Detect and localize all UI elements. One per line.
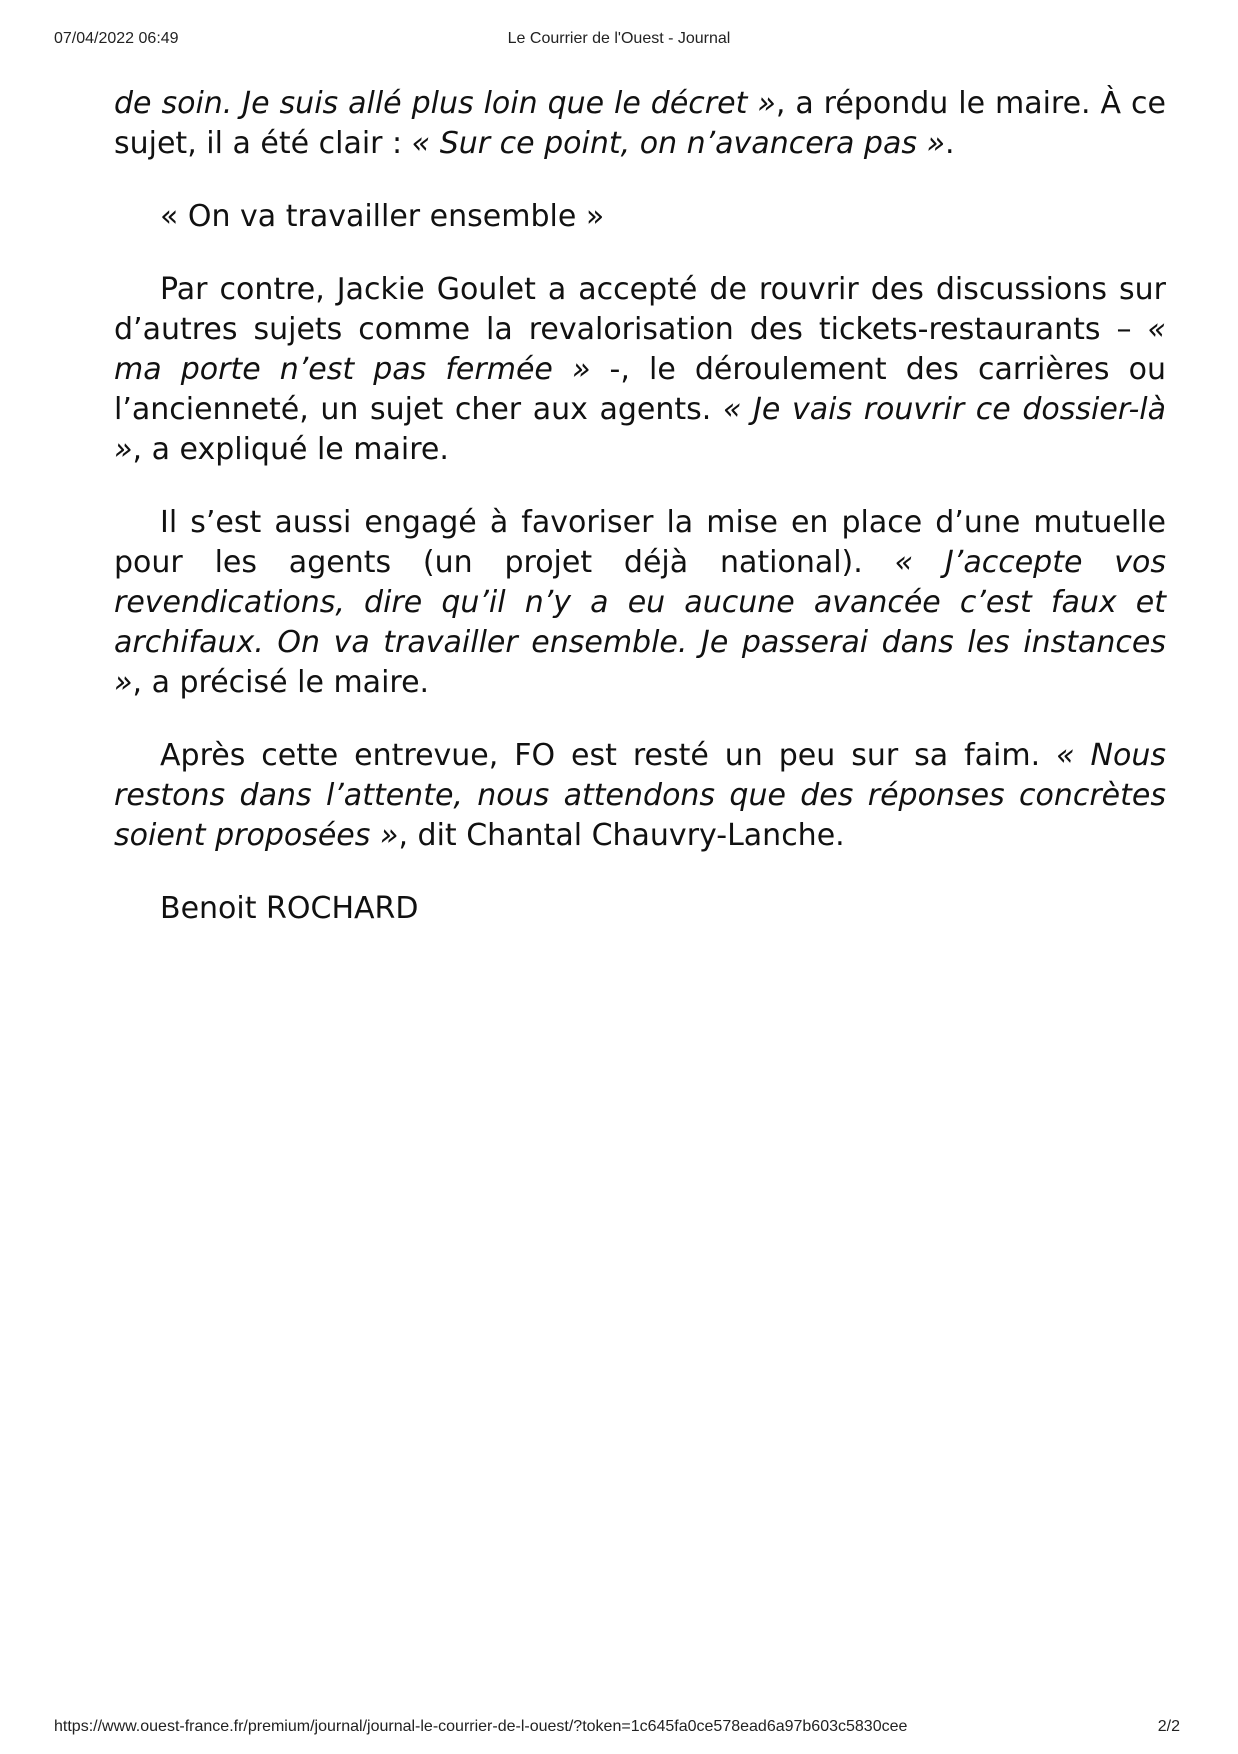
page-number: 2/2 [1157, 1718, 1180, 1735]
quote: « J’accepte vos revendications, dire qu’il n’y a eu aucune avancée c’est faux et archifaux. On va travailler ensemble. Je passerai dans les instances » [114, 545, 1166, 700]
paragraph-text: . [945, 126, 955, 161]
paragraph-text: Après cette entrevue, FO est resté un peu sur sa faim. [160, 738, 1057, 773]
quote: « ma porte n’est pas fermée » [114, 312, 1166, 387]
article-paragraph-4 [114, 736, 1166, 856]
print-footer [0, 1718, 1238, 1740]
quote: « Je vais rouvrir ce dossier-là » [114, 392, 1167, 467]
paragraph-text: , a précisé le maire. [132, 665, 430, 700]
paragraph-text: , a répondu le maire. À ce sujet, il a été clair : [114, 86, 1166, 161]
article-paragraph-1 [114, 84, 1166, 164]
quote: « Sur ce point, on n’avancera pas » [411, 126, 946, 161]
article-paragraph-2 [114, 270, 1166, 470]
paragraph-text: -, le déroulement des carrières ou l’ancienneté, un sujet cher aux agents. [114, 352, 1167, 427]
article-subheading: « On va travailler ensemble » [160, 199, 605, 234]
source-url-link[interactable]: https://www.ouest-france.fr/premium/journal/journal-le-courrier-de-l-ouest/?token=1c645fa0ce578ead6a97b603c5830cee [54, 1718, 908, 1735]
article-body [114, 84, 1166, 962]
article-paragraph-3 [114, 503, 1166, 703]
paragraph-text: , dit Chantal Chauvry-Lanche. [398, 818, 845, 853]
article-signature: Benoit ROCHARD [160, 891, 419, 926]
print-datetime: 07/04/2022 06:49 [54, 30, 179, 47]
quote: de soin. Je suis allé plus loin que le décret » [114, 86, 776, 121]
paragraph-text: Par contre, Jackie Goulet a accepté de rouvrir des discussions sur d’autres sujets comme la revalorisation des tickets-restaurants – [114, 272, 1166, 347]
quote: « Nous restons dans l’attente, nous attendons que des réponses concrètes soient proposées » [114, 738, 1166, 853]
print-page-title: Le Courrier de l'Ouest - Journal [507, 30, 731, 47]
paragraph-text: Il s’est aussi engagé à favoriser la mise en place d’une mutuelle pour les agents (un projet déjà national). [114, 505, 1166, 580]
print-header [0, 30, 1238, 52]
paragraph-text: , a expliqué le maire. [132, 432, 449, 467]
